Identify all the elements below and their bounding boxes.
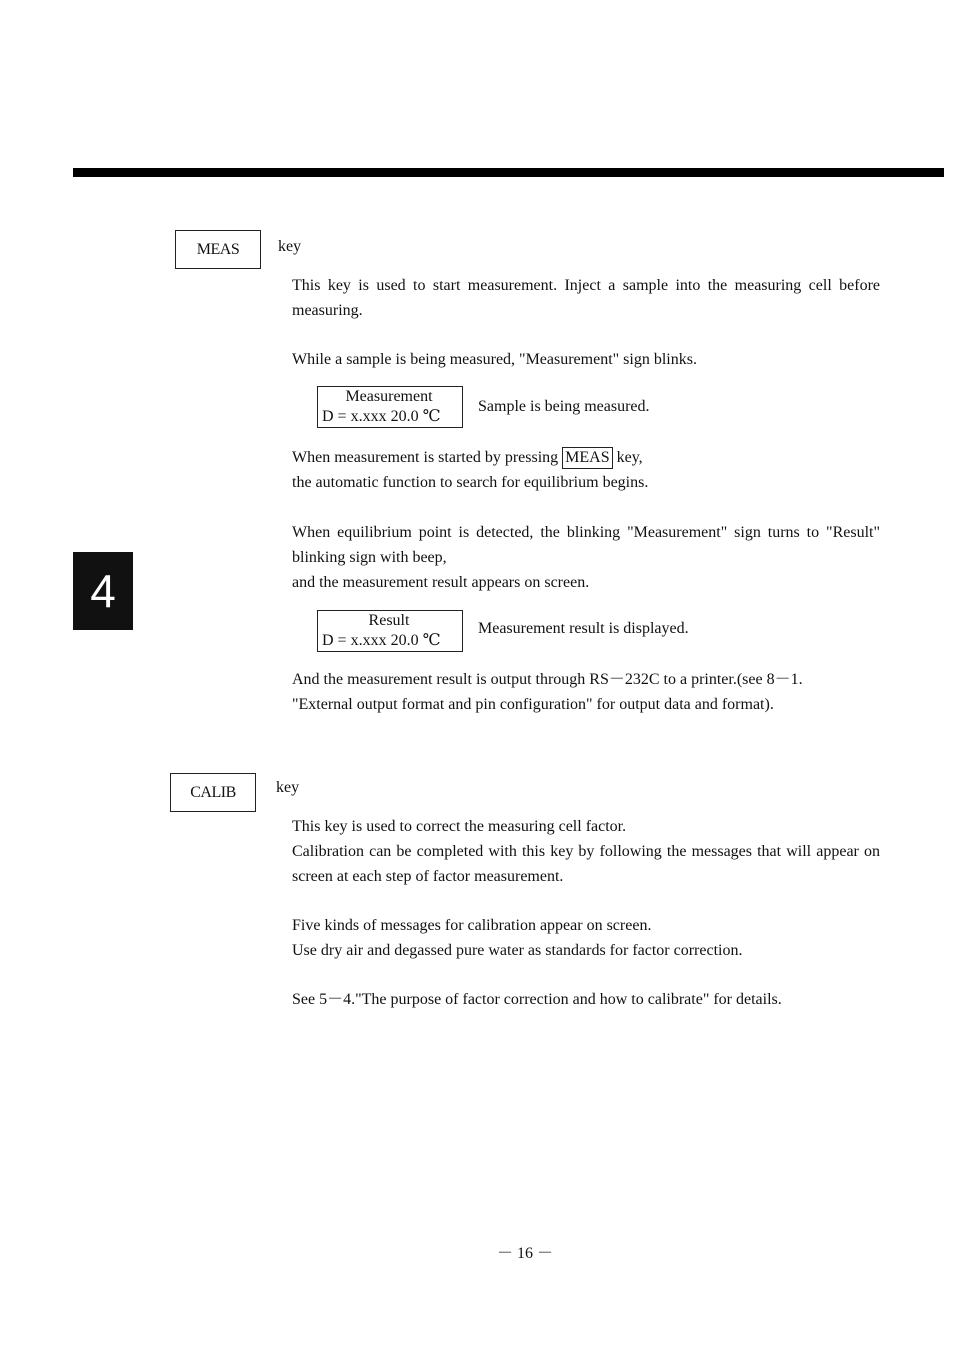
result-display-line2: D = x.xxx 20.0 ℃ [322, 632, 441, 649]
meas-paragraph-4-line3: and the measurement result appears on screen. [292, 574, 590, 591]
result-display-line1: Result [368, 612, 410, 629]
calib-paragraph-2-line2: Use dry air and degassed pure water as standards for factor correction. [292, 942, 743, 959]
measurement-display-line1: Measurement [345, 388, 433, 405]
result-display [317, 610, 463, 652]
meas-paragraph-5 [292, 667, 880, 717]
header-rule [73, 168, 944, 177]
meas-paragraph-3 [292, 445, 880, 495]
meas-paragraph-1: This key is used to start measurement. Inject a sample into the measuring cell before measuring. [292, 277, 880, 319]
page-number: － 16 － [496, 1245, 553, 1262]
meas-paragraph-5-line3: "External output format and pin configuration" for output data and format). [292, 696, 774, 713]
chapter-tab: 4 [73, 552, 133, 630]
result-display-caption: Measurement result is displayed. [478, 620, 689, 637]
calib-key-box: CALIB [170, 773, 256, 812]
calib-paragraph-3: See 5－4."The purpose of factor correction and how to calibrate" for details. [292, 991, 782, 1008]
measurement-display-caption: Sample is being measured. [478, 398, 650, 415]
measurement-display-line2: D = x.xxx 20.0 ℃ [322, 408, 441, 425]
meas-paragraph-3-tail: key, [612, 449, 643, 466]
meas-key-word: key [278, 238, 302, 255]
calib-paragraph-1-line1: This key is used to correct the measuring cell factor. [292, 818, 627, 835]
calib-paragraph-1-rest: Calibration can be completed with this key by following the messages that will appear on screen at each step of factor measurement. [292, 843, 880, 885]
meas-paragraph-3-text: When measurement is started by pressing [292, 449, 563, 466]
meas-paragraph-5-text: And the measurement result is output through RS－232C to a printer.(see 8－1. [292, 671, 803, 688]
meas-paragraph-2: While a sample is being measured, "Measurement" sign blinks. [292, 351, 697, 368]
meas-paragraph-4 [292, 520, 880, 595]
meas-paragraph-4-text: When equilibrium point is detected, the blinking "Measurement" sign turns to "Result" blinking sign with beep, [292, 524, 880, 566]
inline-meas-key: MEAS [562, 447, 612, 469]
calib-paragraph-2 [292, 913, 880, 963]
meas-paragraph-3-line2: the automatic function to search for equilibrium begins. [292, 474, 649, 491]
meas-key-box: MEAS [175, 230, 261, 269]
calib-paragraph-1 [292, 814, 880, 889]
calib-paragraph-2-line1: Five kinds of messages for calibration appear on screen. [292, 917, 652, 934]
measurement-display [317, 386, 463, 428]
calib-key-word: key [276, 779, 300, 796]
